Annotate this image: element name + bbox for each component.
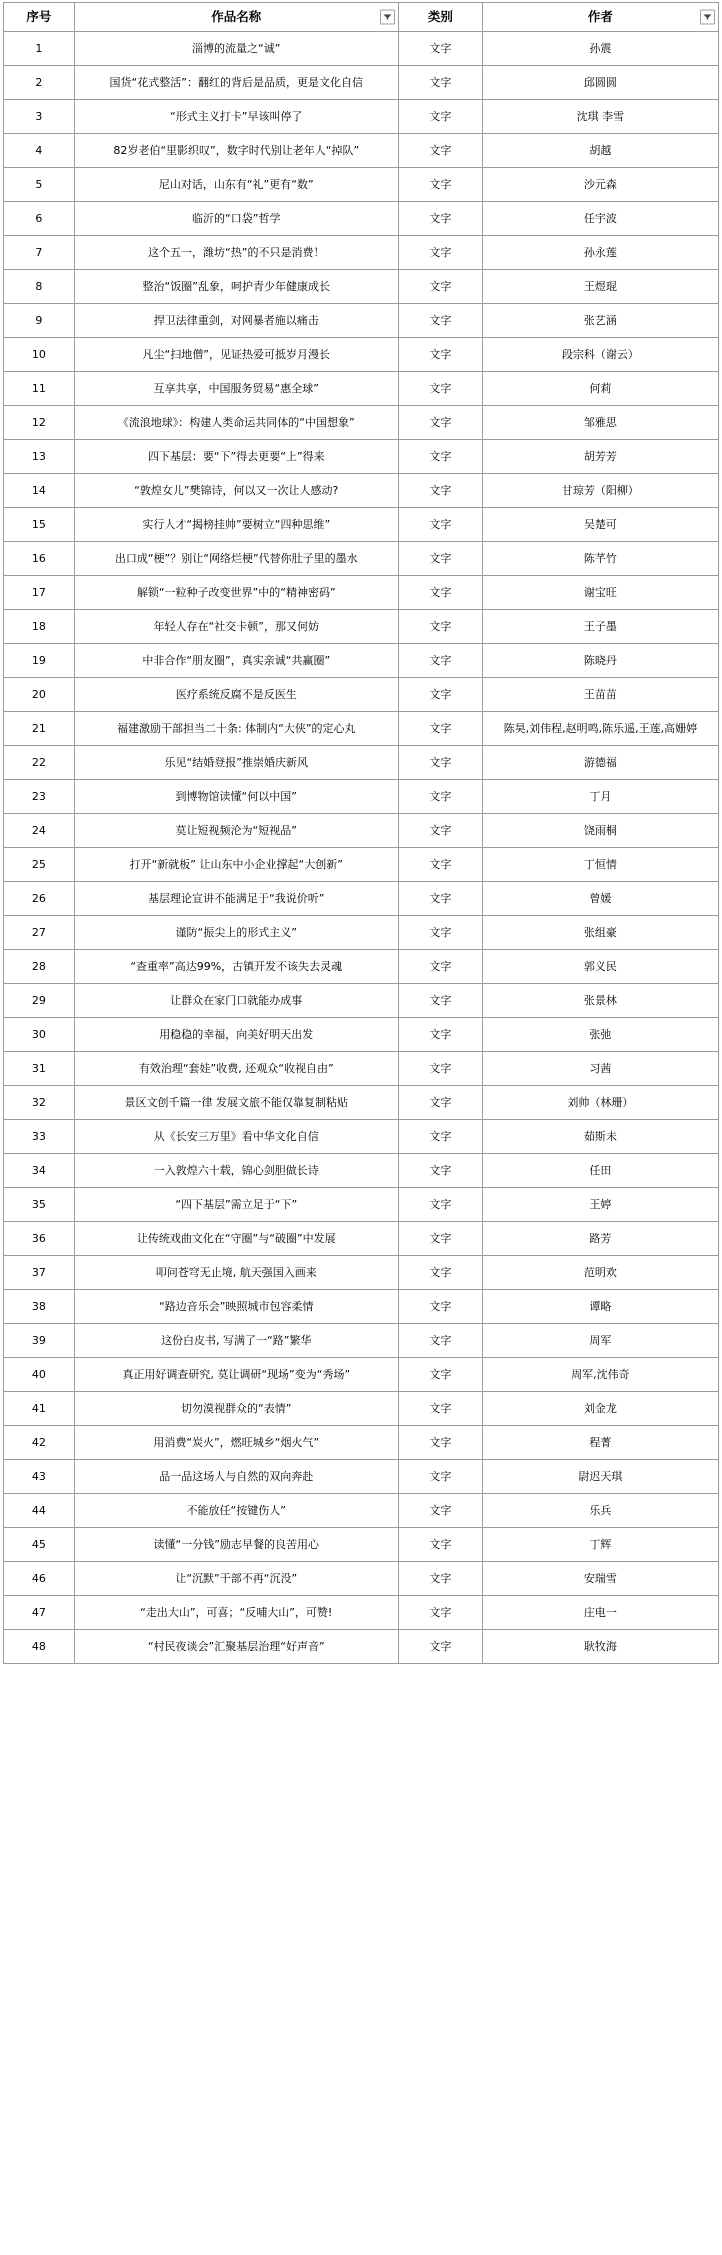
cell-category[interactable]: 文字 xyxy=(398,712,482,746)
cell-index[interactable]: 21 xyxy=(4,712,75,746)
table-row[interactable] xyxy=(4,1086,719,1120)
cell-title[interactable]: 读懂“一分钱”励志早餐的良苦用心 xyxy=(74,1528,398,1562)
cell-index[interactable]: 42 xyxy=(4,1426,75,1460)
cell-title[interactable]: 这份白皮书, 写满了一“路”繁华 xyxy=(74,1324,398,1358)
cell-index[interactable]: 41 xyxy=(4,1392,75,1426)
cell-title[interactable]: 年轻人存在“社交卡顿”，那又何妨 xyxy=(74,610,398,644)
cell-index[interactable]: 28 xyxy=(4,950,75,984)
table-row[interactable] xyxy=(4,1222,719,1256)
cell-author[interactable]: 安瑞雪 xyxy=(482,1562,718,1596)
table-row[interactable] xyxy=(4,1324,719,1358)
cell-category[interactable]: 文字 xyxy=(398,338,482,372)
table-row[interactable] xyxy=(4,270,719,304)
cell-title[interactable]: 四下基层：要“下”得去更要“上”得来 xyxy=(74,440,398,474)
cell-index[interactable]: 43 xyxy=(4,1460,75,1494)
table-body xyxy=(4,32,719,1664)
table-row[interactable] xyxy=(4,236,719,270)
cell-index[interactable]: 3 xyxy=(4,100,75,134)
cell-author[interactable]: 沈琪 李雪 xyxy=(482,100,718,134)
table-row[interactable] xyxy=(4,406,719,440)
cell-title[interactable]: 出口成“梗”？别让“网络烂梗”代替你肚子里的墨水 xyxy=(74,542,398,576)
cell-category[interactable]: 文字 xyxy=(398,1392,482,1426)
cell-index[interactable]: 47 xyxy=(4,1596,75,1630)
cell-title[interactable]: 捍卫法律重剑，对网暴者施以痛击 xyxy=(74,304,398,338)
table-row[interactable] xyxy=(4,542,719,576)
cell-title[interactable]: “村民夜谈会”汇聚基层治理“好声音” xyxy=(74,1630,398,1664)
cell-title[interactable]: 有效治理“套娃”收费, 还观众“收视自由” xyxy=(74,1052,398,1086)
cell-author[interactable]: 何莉 xyxy=(482,372,718,406)
column-header-category[interactable] xyxy=(398,3,482,32)
table-row[interactable] xyxy=(4,508,719,542)
table-row[interactable] xyxy=(4,576,719,610)
cell-index[interactable]: 14 xyxy=(4,474,75,508)
column-header-index[interactable] xyxy=(4,3,75,32)
cell-title[interactable]: 解锁“一粒种子改变世界”中的“精神密码” xyxy=(74,576,398,610)
cell-title[interactable]: 乐见“结婚登报”推崇婚庆新风 xyxy=(74,746,398,780)
table-row[interactable] xyxy=(4,338,719,372)
table-row[interactable] xyxy=(4,882,719,916)
cell-title[interactable]: 叩问苍穹无止境, 航天强国入画来 xyxy=(74,1256,398,1290)
cell-author[interactable]: 任田 xyxy=(482,1154,718,1188)
cell-category[interactable]: 文字 xyxy=(398,644,482,678)
cell-index[interactable]: 15 xyxy=(4,508,75,542)
cell-category[interactable]: 文字 xyxy=(398,1188,482,1222)
cell-index[interactable]: 27 xyxy=(4,916,75,950)
cell-category[interactable]: 文字 xyxy=(398,1358,482,1392)
cell-title[interactable]: 一入敦煌六十载，锦心剑胆做长诗 xyxy=(74,1154,398,1188)
cell-title[interactable]: 福建激励干部担当二十条: 体制内“大侠”的定心丸 xyxy=(74,712,398,746)
cell-author[interactable]: 郭义民 xyxy=(482,950,718,984)
cell-title[interactable]: 让传统戏曲文化在“守圈”与“破圈”中发展 xyxy=(74,1222,398,1256)
table-row[interactable] xyxy=(4,1562,719,1596)
table-row[interactable] xyxy=(4,134,719,168)
column-header-category-label: 类别 xyxy=(427,9,453,25)
cell-index[interactable]: 6 xyxy=(4,202,75,236)
column-header-title-label: 作品名称 xyxy=(211,9,262,25)
cell-author[interactable]: 孙永莲 xyxy=(482,236,718,270)
table-row[interactable] xyxy=(4,1494,719,1528)
cell-category[interactable]: 文字 xyxy=(398,236,482,270)
table-row[interactable] xyxy=(4,1052,719,1086)
cell-index[interactable]: 46 xyxy=(4,1562,75,1596)
table-row[interactable] xyxy=(4,848,719,882)
cell-category[interactable]: 文字 xyxy=(398,406,482,440)
cell-category[interactable]: 文字 xyxy=(398,542,482,576)
cell-category[interactable]: 文字 xyxy=(398,746,482,780)
cell-index[interactable]: 18 xyxy=(4,610,75,644)
cell-title[interactable]: 从《长安三万里》看中华文化自信 xyxy=(74,1120,398,1154)
cell-author[interactable]: 王婷 xyxy=(482,1188,718,1222)
cell-title[interactable]: 用稳稳的幸福，向美好明天出发 xyxy=(74,1018,398,1052)
column-header-author[interactable] xyxy=(482,3,718,32)
cell-author[interactable]: 吴楚可 xyxy=(482,508,718,542)
cell-author[interactable]: 庄电一 xyxy=(482,1596,718,1630)
cell-author[interactable]: 曾媛 xyxy=(482,882,718,916)
cell-title[interactable]: 这个五一，潍坊“热”的不只是消费！ xyxy=(74,236,398,270)
table-row[interactable] xyxy=(4,1188,719,1222)
cell-author[interactable]: 丁辉 xyxy=(482,1528,718,1562)
cell-title[interactable]: 82岁老伯“里影织叹”，数字时代别让老年人“掉队” xyxy=(74,134,398,168)
cell-title[interactable]: “四下基层”需立足于“下” xyxy=(74,1188,398,1222)
table-row[interactable] xyxy=(4,1256,719,1290)
cell-author[interactable]: 段宗科（谢云） xyxy=(482,338,718,372)
cell-author[interactable]: 刘金龙 xyxy=(482,1392,718,1426)
cell-title[interactable]: “形式主义打卡”早该叫停了 xyxy=(74,100,398,134)
cell-index[interactable]: 48 xyxy=(4,1630,75,1664)
cell-author[interactable]: 陈昊,刘伟程,赵明鸣,陈乐遥,王莲,高姗婷 xyxy=(482,712,718,746)
cell-index[interactable]: 5 xyxy=(4,168,75,202)
cell-category[interactable]: 文字 xyxy=(398,474,482,508)
cell-category[interactable]: 文字 xyxy=(398,508,482,542)
header-row xyxy=(4,3,719,32)
cell-category[interactable]: 文字 xyxy=(398,100,482,134)
table-row[interactable] xyxy=(4,440,719,474)
cell-index[interactable]: 12 xyxy=(4,406,75,440)
filter-dropdown-icon-author[interactable] xyxy=(700,10,715,25)
cell-title[interactable]: “敦煌女儿”樊锦诗，何以又一次让人感动? xyxy=(74,474,398,508)
cell-author[interactable]: 张弛 xyxy=(482,1018,718,1052)
table-row[interactable] xyxy=(4,1120,719,1154)
cell-index[interactable]: 19 xyxy=(4,644,75,678)
cell-author[interactable]: 路芳 xyxy=(482,1222,718,1256)
cell-author[interactable]: 张组豪 xyxy=(482,916,718,950)
cell-index[interactable]: 30 xyxy=(4,1018,75,1052)
cell-category[interactable]: 文字 xyxy=(398,1528,482,1562)
cell-author[interactable]: 周军 xyxy=(482,1324,718,1358)
cell-title[interactable]: 谨防“振尖上的形式主义” xyxy=(74,916,398,950)
cell-category[interactable]: 文字 xyxy=(398,372,482,406)
cell-title[interactable]: 用消费“炭火”，燃旺城乡“烟火气” xyxy=(74,1426,398,1460)
cell-category[interactable]: 文字 xyxy=(398,610,482,644)
cell-category[interactable]: 文字 xyxy=(398,1086,482,1120)
cell-index[interactable]: 23 xyxy=(4,780,75,814)
table-row[interactable] xyxy=(4,1392,719,1426)
cell-author[interactable]: 甘琼芳（阳柳） xyxy=(482,474,718,508)
cell-category[interactable]: 文字 xyxy=(398,984,482,1018)
cell-category[interactable]: 文字 xyxy=(398,1630,482,1664)
cell-title[interactable]: 基层理论宣讲不能满足于“我说价听” xyxy=(74,882,398,916)
table-row[interactable] xyxy=(4,1528,719,1562)
cell-author[interactable]: 程菁 xyxy=(482,1426,718,1460)
cell-author[interactable]: 饶雨桐 xyxy=(482,814,718,848)
cell-category[interactable]: 文字 xyxy=(398,1596,482,1630)
cell-category[interactable]: 文字 xyxy=(398,1494,482,1528)
cell-category[interactable]: 文字 xyxy=(398,1426,482,1460)
cell-category[interactable]: 文字 xyxy=(398,134,482,168)
cell-title[interactable]: 医疗系统反腐不是反医生 xyxy=(74,678,398,712)
cell-author[interactable]: 游德福 xyxy=(482,746,718,780)
cell-author[interactable]: 范明欢 xyxy=(482,1256,718,1290)
cell-title[interactable]: “走出大山”，可喜；“反哺大山”，可赞! xyxy=(74,1596,398,1630)
table-row[interactable] xyxy=(4,202,719,236)
table-row[interactable] xyxy=(4,372,719,406)
cell-title[interactable]: 不能放任“按键伤人” xyxy=(74,1494,398,1528)
cell-index[interactable]: 20 xyxy=(4,678,75,712)
cell-index[interactable]: 34 xyxy=(4,1154,75,1188)
cell-author[interactable]: 胡越 xyxy=(482,134,718,168)
cell-category[interactable]: 文字 xyxy=(398,1120,482,1154)
cell-index[interactable]: 45 xyxy=(4,1528,75,1562)
cell-author[interactable]: 乐兵 xyxy=(482,1494,718,1528)
works-table xyxy=(3,2,719,1664)
cell-category[interactable]: 文字 xyxy=(398,440,482,474)
cell-title[interactable]: 实行人才“揭榜挂帅”要树立“四种思维” xyxy=(74,508,398,542)
cell-category[interactable]: 文字 xyxy=(398,1460,482,1494)
cell-category[interactable]: 文字 xyxy=(398,1562,482,1596)
cell-author[interactable]: 邱圆圆 xyxy=(482,66,718,100)
cell-title[interactable]: 国货“花式整活”：翻红的背后是品质，更是文化自信 xyxy=(74,66,398,100)
cell-category[interactable]: 文字 xyxy=(398,270,482,304)
cell-index[interactable]: 2 xyxy=(4,66,75,100)
cell-category[interactable]: 文字 xyxy=(398,1154,482,1188)
cell-title[interactable]: 打开“新就板” 让山东中小企业撑起“大创新” xyxy=(74,848,398,882)
cell-title[interactable]: 切勿漠视群众的“表情” xyxy=(74,1392,398,1426)
cell-category[interactable]: 文字 xyxy=(398,304,482,338)
cell-index[interactable]: 8 xyxy=(4,270,75,304)
cell-author[interactable]: 谭略 xyxy=(482,1290,718,1324)
cell-author[interactable]: 张景林 xyxy=(482,984,718,1018)
cell-author[interactable]: 张艺涵 xyxy=(482,304,718,338)
filter-dropdown-icon-title[interactable] xyxy=(380,10,395,25)
cell-index[interactable]: 13 xyxy=(4,440,75,474)
cell-title[interactable]: 整治“饭圈”乱象，呵护青少年健康成长 xyxy=(74,270,398,304)
table-row[interactable] xyxy=(4,780,719,814)
cell-title[interactable]: 互享共享，中国服务贸易“惠全球” xyxy=(74,372,398,406)
cell-title[interactable]: “路边音乐会”映照城市包容柔情 xyxy=(74,1290,398,1324)
cell-index[interactable]: 25 xyxy=(4,848,75,882)
cell-title[interactable]: 淄博的流量之“诚” xyxy=(74,32,398,66)
cell-category[interactable]: 文字 xyxy=(398,1290,482,1324)
table-row[interactable] xyxy=(4,678,719,712)
cell-index[interactable]: 1 xyxy=(4,32,75,66)
cell-index[interactable]: 37 xyxy=(4,1256,75,1290)
column-header-index-label: 序号 xyxy=(26,9,52,25)
cell-index[interactable]: 24 xyxy=(4,814,75,848)
cell-category[interactable]: 文字 xyxy=(398,1256,482,1290)
table-row[interactable] xyxy=(4,814,719,848)
cell-index[interactable]: 7 xyxy=(4,236,75,270)
cell-index[interactable]: 9 xyxy=(4,304,75,338)
cell-category[interactable]: 文字 xyxy=(398,1018,482,1052)
cell-title[interactable]: 到博物馆读懂“何以中国” xyxy=(74,780,398,814)
cell-author[interactable]: 王苗苗 xyxy=(482,678,718,712)
cell-title[interactable]: 莫让短视频沦为“短视品” xyxy=(74,814,398,848)
cell-index[interactable]: 26 xyxy=(4,882,75,916)
table-row[interactable] xyxy=(4,984,719,1018)
cell-author[interactable]: 习茜 xyxy=(482,1052,718,1086)
table-row[interactable] xyxy=(4,610,719,644)
cell-title[interactable]: 尼山对话，山东有“礼”更有“数” xyxy=(74,168,398,202)
cell-category[interactable]: 文字 xyxy=(398,576,482,610)
table-row[interactable] xyxy=(4,1630,719,1664)
cell-index[interactable]: 40 xyxy=(4,1358,75,1392)
table-row[interactable] xyxy=(4,1018,719,1052)
cell-category[interactable]: 文字 xyxy=(398,950,482,984)
cell-index[interactable]: 36 xyxy=(4,1222,75,1256)
table-row[interactable] xyxy=(4,32,719,66)
table-row[interactable] xyxy=(4,168,719,202)
cell-category[interactable]: 文字 xyxy=(398,780,482,814)
cell-category[interactable]: 文字 xyxy=(398,168,482,202)
cell-category[interactable]: 文字 xyxy=(398,32,482,66)
table-row[interactable] xyxy=(4,644,719,678)
cell-title[interactable]: 《流浪地球》：构建人类命运共同体的“中国想象” xyxy=(74,406,398,440)
cell-author[interactable]: 陈晓丹 xyxy=(482,644,718,678)
cell-title[interactable]: 让群众在家门口就能办成事 xyxy=(74,984,398,1018)
cell-title[interactable]: 凡尘“扫地僧”，见证热爱可抵岁月漫长 xyxy=(74,338,398,372)
cell-index[interactable]: 33 xyxy=(4,1120,75,1154)
cell-index[interactable]: 38 xyxy=(4,1290,75,1324)
column-header-author-label: 作者 xyxy=(587,9,613,25)
table-row[interactable] xyxy=(4,1290,719,1324)
cell-category[interactable]: 文字 xyxy=(398,916,482,950)
table-row[interactable] xyxy=(4,474,719,508)
cell-index[interactable]: 16 xyxy=(4,542,75,576)
cell-title[interactable]: 真正用好调查研究, 莫让调研“现场”变为“秀场” xyxy=(74,1358,398,1392)
cell-author[interactable]: 王煜琨 xyxy=(482,270,718,304)
cell-index[interactable]: 11 xyxy=(4,372,75,406)
cell-title[interactable]: “查重率”高达99%，古镇开发不该失去灵魂 xyxy=(74,950,398,984)
table-row[interactable] xyxy=(4,1596,719,1630)
cell-category[interactable]: 文字 xyxy=(398,678,482,712)
cell-title[interactable]: 景区文创千篇一律 发展文旅不能仅靠复制粘贴 xyxy=(74,1086,398,1120)
cell-title[interactable]: 中非合作“朋友圈”，真实亲诚“共赢圈” xyxy=(74,644,398,678)
cell-author[interactable]: 陈芊竹 xyxy=(482,542,718,576)
cell-category[interactable]: 文字 xyxy=(398,882,482,916)
table-row[interactable] xyxy=(4,1154,719,1188)
cell-author[interactable]: 尉迟天琪 xyxy=(482,1460,718,1494)
cell-author[interactable]: 邹雅思 xyxy=(482,406,718,440)
cell-author[interactable]: 周军,沈伟奇 xyxy=(482,1358,718,1392)
cell-index[interactable]: 32 xyxy=(4,1086,75,1120)
cell-index[interactable]: 44 xyxy=(4,1494,75,1528)
table-row[interactable] xyxy=(4,746,719,780)
cell-author[interactable]: 刘帅（林珊） xyxy=(482,1086,718,1120)
table-header xyxy=(4,3,719,32)
table-row[interactable] xyxy=(4,916,719,950)
cell-title[interactable]: 让“沉默”干部不再“沉没” xyxy=(74,1562,398,1596)
cell-title[interactable]: 品一品这场人与自然的双向奔赴 xyxy=(74,1460,398,1494)
cell-author[interactable]: 耿牧海 xyxy=(482,1630,718,1664)
cell-author[interactable]: 胡芳芳 xyxy=(482,440,718,474)
cell-category[interactable]: 文字 xyxy=(398,1222,482,1256)
table-row[interactable] xyxy=(4,100,719,134)
cell-title[interactable]: 临沂的“口袋”哲学 xyxy=(74,202,398,236)
cell-index[interactable]: 39 xyxy=(4,1324,75,1358)
cell-index[interactable]: 4 xyxy=(4,134,75,168)
cell-category[interactable]: 文字 xyxy=(398,202,482,236)
column-header-title[interactable] xyxy=(74,3,398,32)
table-row[interactable] xyxy=(4,1426,719,1460)
cell-category[interactable]: 文字 xyxy=(398,1324,482,1358)
table-row[interactable] xyxy=(4,1460,719,1494)
cell-author[interactable]: 任宇波 xyxy=(482,202,718,236)
table-row[interactable] xyxy=(4,1358,719,1392)
cell-author[interactable]: 丁月 xyxy=(482,780,718,814)
cell-index[interactable]: 17 xyxy=(4,576,75,610)
cell-index[interactable]: 22 xyxy=(4,746,75,780)
cell-index[interactable]: 10 xyxy=(4,338,75,372)
cell-category[interactable]: 文字 xyxy=(398,814,482,848)
cell-index[interactable]: 29 xyxy=(4,984,75,1018)
cell-category[interactable]: 文字 xyxy=(398,848,482,882)
cell-category[interactable]: 文字 xyxy=(398,66,482,100)
cell-author[interactable]: 王子墨 xyxy=(482,610,718,644)
cell-category[interactable]: 文字 xyxy=(398,1052,482,1086)
cell-author[interactable]: 丁恒情 xyxy=(482,848,718,882)
cell-author[interactable]: 沙元森 xyxy=(482,168,718,202)
cell-author[interactable]: 茹斯未 xyxy=(482,1120,718,1154)
table-row[interactable] xyxy=(4,66,719,100)
cell-index[interactable]: 31 xyxy=(4,1052,75,1086)
table-row[interactable] xyxy=(4,712,719,746)
cell-author[interactable]: 谢宝旺 xyxy=(482,576,718,610)
cell-author[interactable]: 孙震 xyxy=(482,32,718,66)
table-row[interactable] xyxy=(4,304,719,338)
table-row[interactable] xyxy=(4,950,719,984)
cell-index[interactable]: 35 xyxy=(4,1188,75,1222)
